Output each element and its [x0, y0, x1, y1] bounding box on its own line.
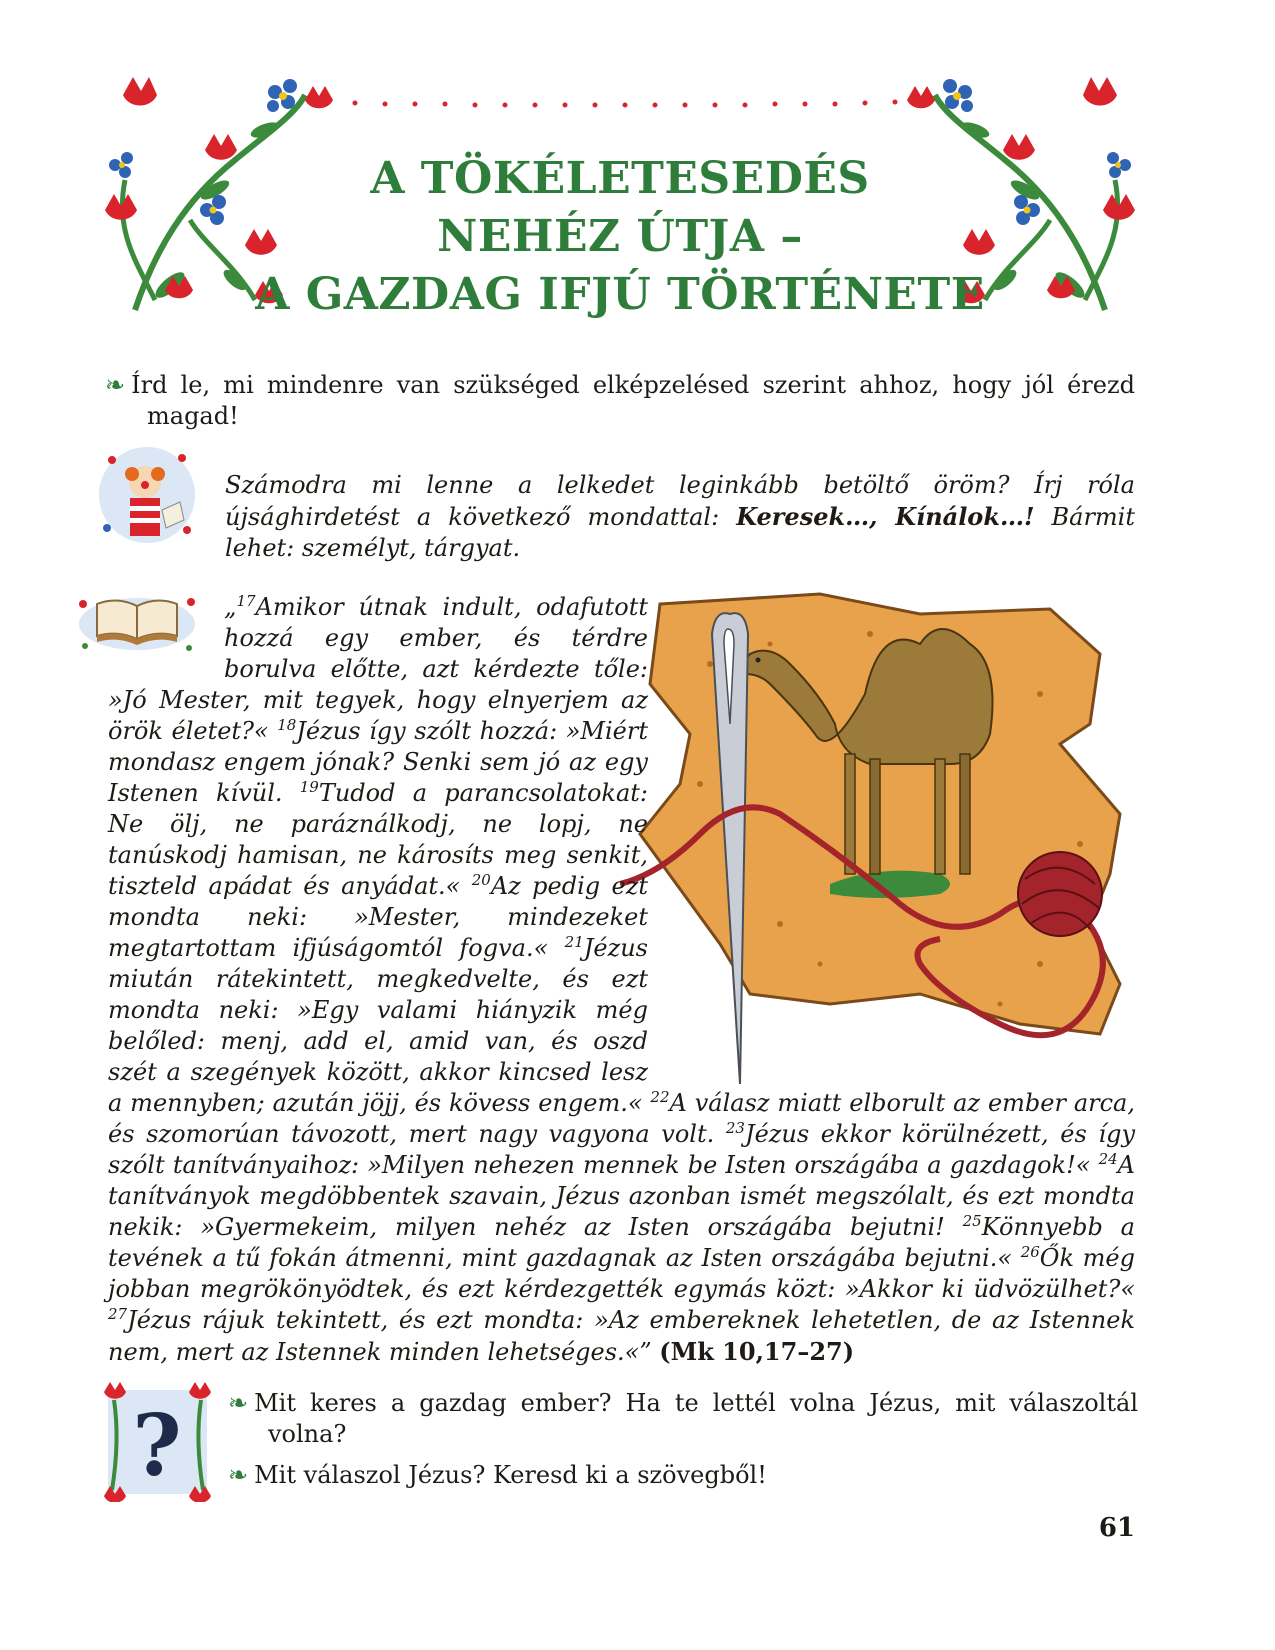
task1-text: Írd le, mi mindenre van szükséged elképzelésed szerint ahhoz, hogy jól érezd magad!	[131, 371, 1135, 430]
verse-text: A válasz miatt elborult az ember arca, és szomorúan távozott, mert nagy vagyona volt.	[108, 1089, 1135, 1148]
question-item	[228, 1460, 1138, 1491]
verse-number: 18	[277, 716, 297, 734]
verse-number: 25	[962, 1212, 982, 1230]
verse-text: Jézus így szólt hozzá: »Miért mondasz engem jónak? Senki sem jó az egy Istenen kívül.	[108, 717, 648, 807]
task2-text-part2: Bármit lehet: személyt, tárgyat.	[225, 503, 1135, 562]
verse-text: Jézus ekkor körülnézett, és így szólt tanítványaihoz: »Milyen nehezen mennek be Isten országába a gazdagok!«	[108, 1120, 1136, 1179]
open-quote: „	[224, 593, 237, 621]
question-item	[228, 1388, 1138, 1450]
page-number: 61	[1098, 1513, 1135, 1543]
book-icon-space	[108, 592, 224, 662]
verse-number: 22	[650, 1088, 670, 1106]
verse-text: Ők még jobban megrökönyödtek, és ezt kérdezgették egymás közt: »Akkor ki üdvözülhet?«	[108, 1244, 1135, 1303]
page-title	[255, 150, 985, 324]
leaf-bullet-icon: ❧	[228, 1389, 249, 1417]
verse-number: 19	[299, 778, 319, 796]
verse-text: Könnyebb a tevének a tű fokán átmenni, mint gazdagnak az Isten országába bejutni.«	[108, 1213, 1135, 1272]
verse-number: 24	[1098, 1150, 1118, 1168]
illustration-space	[660, 592, 1135, 1062]
verse-number: 27	[108, 1305, 128, 1323]
title-line-2: NEHÉZ ÚTJA –	[437, 211, 803, 262]
verse-text: Jézus miután rátekintett, megkedvelte, és ezt mondta neki: »Egy valami hiányzik még belőled: menj, add el, amid van, és oszd szét a szegények között, akkor kincsed lesz a mennyben; azután jöjj, és kövess engem.«	[108, 934, 651, 1117]
bible-reference: (Mk 10,17–27)	[659, 1337, 855, 1366]
task-write-down	[105, 370, 1135, 432]
leaf-bullet-icon: ❧	[228, 1461, 249, 1489]
question-text: Mit válaszol Jézus? Keresd ki a szövegből!	[254, 1461, 767, 1489]
question-text: Mit keres a gazdag ember? Ha te lettél volna Jézus, mit válaszoltál volna?	[254, 1389, 1138, 1448]
verse-number: 20	[471, 871, 491, 889]
task2-text-part1: Számodra mi lenne a lelkedet leginkább betöltő öröm? Írj róla újsághirdetést a következő mondattal:	[225, 471, 1135, 531]
verse-number: 23	[725, 1119, 745, 1137]
leaf-bullet-icon: ❧	[105, 371, 126, 399]
bible-passage	[108, 592, 1135, 1368]
question-mark-icon	[100, 1380, 215, 1502]
task2-bold-text: Keresek…, Kínálok…!	[736, 502, 1035, 531]
verse-text: Az pedig ezt mondta neki: »Mester, mindezeket megtartottam ifjúságomtól fogva.«	[108, 872, 649, 962]
verse-text: Jézus rájuk tekintett, és ezt mondta: »Az embereknek lehetetlen, de az Istennek nem, mert az Istennek minden lehetséges.«	[108, 1306, 1135, 1366]
verse-text: Amikor útnak indult, odafutott hozzá egy ember, és térdre borulva előtte, azt kérdezte tőle: »Jó Mester, mit tegyek, hogy elnyerjem az örök életet?«	[108, 593, 648, 745]
question-list	[228, 1388, 1138, 1501]
verse-number: 17	[236, 592, 256, 610]
verse-text: A tanítványok megdöbbentek szavain, Jézus azonban ismét megszólalt, és ezt mondta nekik: »Gyermekeim, milyen nehéz az Isten országába bejutni!	[108, 1151, 1135, 1241]
verse-number: 21	[564, 933, 584, 951]
title-line-1: A TÖKÉLETESEDÉS	[370, 153, 870, 204]
verse-number: 26	[1020, 1243, 1040, 1261]
title-line-3: A GAZDAG IFJÚ TÖRTÉNETE	[255, 269, 985, 320]
dotted-line	[323, 100, 898, 108]
svg-text:?: ?	[132, 1396, 182, 1495]
clown-icon	[92, 440, 202, 550]
verse-text: Tudod a parancsolatokat: Ne ölj, ne paráználkodj, ne lopj, ne tanúskodj hamisan, ne károsíts meg senkit, tiszteld apádat és anyádat.«	[108, 779, 649, 900]
task-advertisement	[225, 470, 1135, 564]
close-quote: ”	[639, 1338, 652, 1366]
header	[95, 70, 1145, 330]
